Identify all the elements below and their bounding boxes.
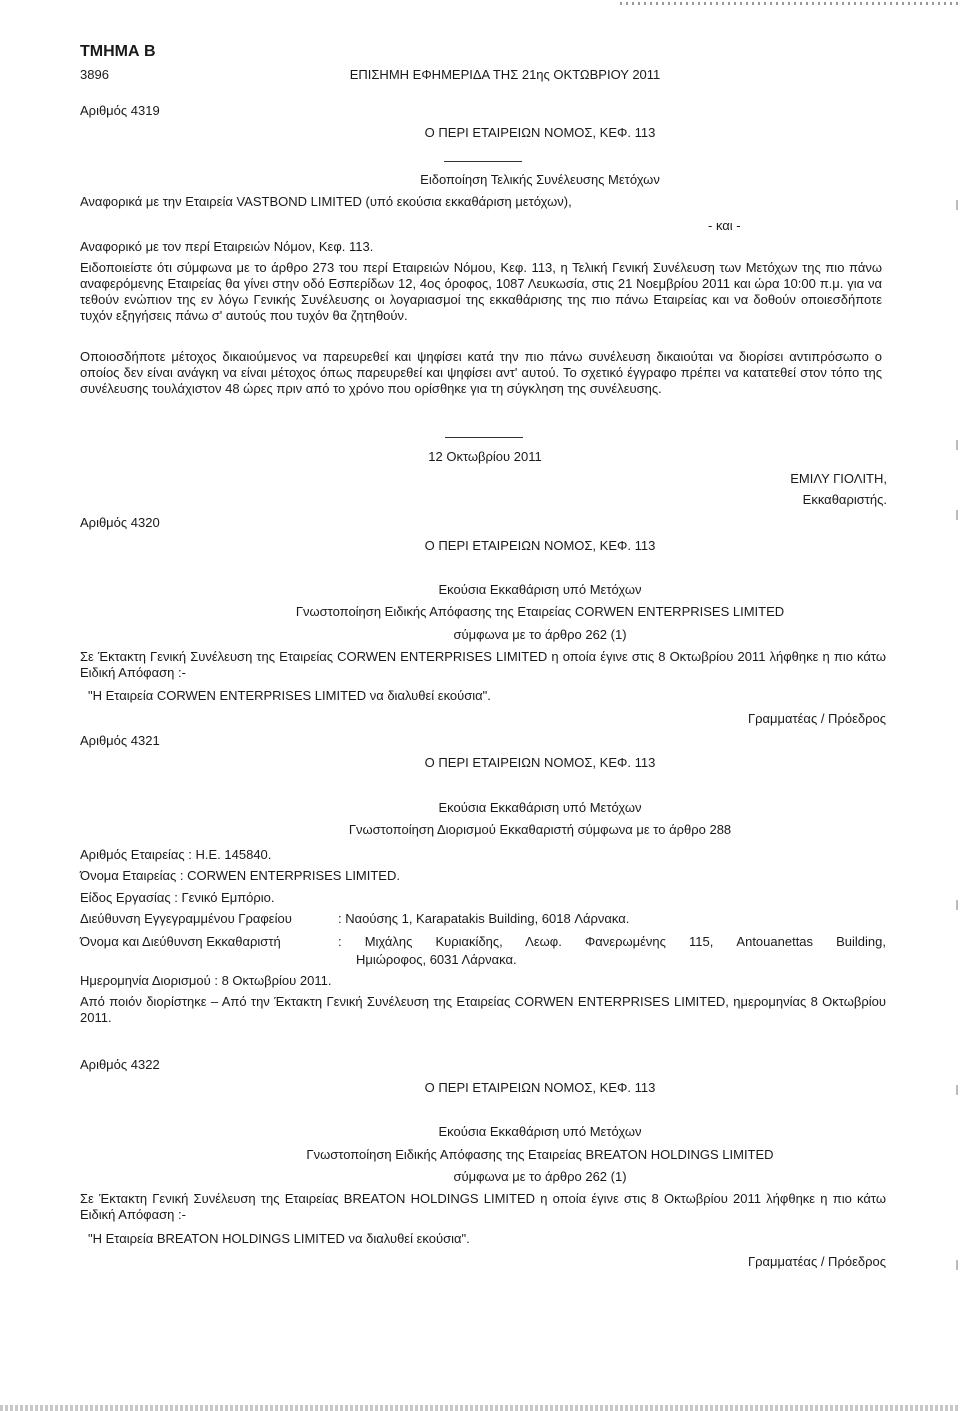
notice-4320-line-1: Εκούσια Εκκαθάριση υπό Μετόχων [438, 582, 642, 597]
notice-4321-liquidator-value-2: Ημιώροφος, 6031 Λάρνακα. [356, 952, 517, 967]
scan-margin-marks [950, 180, 958, 1280]
notice-4319-title: Ειδοποίηση Τελικής Συνέλευσης Μετόχων [420, 172, 660, 187]
notice-4319-signatory-role: Εκκαθαριστής. [802, 492, 887, 507]
notice-4321-liquidator-label: Όνομα και Διεύθυνση Εκκαθαριστή [80, 934, 281, 949]
notice-4319-rule [444, 161, 522, 162]
notice-4320-line-3: σύμφωνα με το άρθρο 262 (1) [453, 627, 627, 642]
notice-4321-number: Αριθμός 4321 [80, 733, 160, 748]
notice-4321-appointment-date: Ημερομηνία Διορισμού : 8 Οκτωβρίου 2011. [80, 973, 332, 988]
notice-4321-line-2: Γνωστοποίηση Διορισμού Εκκαθαριστή σύμφωνα με το άρθρο 288 [348, 822, 732, 837]
notice-4319-number: Αριθμός 4319 [80, 103, 160, 118]
notice-4320-number: Αριθμός 4320 [80, 515, 160, 530]
gazette-title: ΕΠΙΣΗΜΗ ΕΦΗΜΕΡΙΔΑ ΤΗΣ 21ης ΟΚΤΩΒΡΙΟΥ 2011 [349, 67, 661, 82]
notice-4319-ref-law: Αναφορικό με τον περί Εταιρειών Νόμον, Κεφ. 113. [80, 239, 374, 254]
notice-4321-company-name: Όνομα Εταιρείας : CORWEN ENTERPRISES LIMITED. [80, 868, 400, 883]
notice-4320-paragraph: Σε Έκτακτη Γενική Συνέλευση της Εταιρείας CORWEN ENTERPRISES LIMITED η οποία έγινε στις 8 Οκτωβρίου 2011 λήφθηκε η πιο κάτω Ειδική Απόφαση :- [80, 649, 886, 680]
notice-4319-paragraph-1: Ειδοποιείστε ότι σύμφωνα με το άρθρο 273 του περί Εταιρειών Νόμου, Κεφ. 113, η Τελική Γενική Συνέλευση των Μετόχων της πιο πάνω αναφερόμενης Εταιρείας θα γίνει στην οδό Εσπερίδων 12, 4ος όροφος, 1087 Λευκωσία, στις 21 Νοεμβρίου 2011 και ώρα 10:00 π.μ. για να τεθούν ενώπιον της εν λόγω Γενικής Συνέλευσης οι λογαριασμοί της εκκαθάρισης της πιο πάνω Εταιρείας και να δοθούν οποιεσδήποτε τυχόν εξηγήσεις πάνω σ' αυτούς που τυχόν θα ζητηθούν. [80, 260, 882, 323]
notice-4321-liquidator-value-1: : Μιχάλης Κυριακίδης, Λεωφ. Φανερωμένης 115, Antouanettas Building, [338, 934, 886, 949]
notice-4319-signatory: ΕΜΙΛΥ ΓΙΟΛΙΤΗ, [790, 471, 887, 486]
notice-4320-line-2: Γνωστοποίηση Ειδικής Απόφασης της Εταιρείας CORWEN ENTERPRISES LIMITED [295, 604, 785, 619]
notice-4319-kai: - και - [708, 218, 741, 233]
notice-4322-signature: Γραμματέας / Πρόεδρος [747, 1254, 886, 1269]
notice-4322-paragraph: Σε Έκτακτη Γενική Συνέλευση της Εταιρείας BREATON HOLDINGS LIMITED η οποία έγινε στις 8 Οκτωβρίου 2011 λήφθηκε η πιο κάτω Ειδική Απόφαση :- [80, 1191, 886, 1222]
notice-4322-law: Ο ΠΕΡΙ ΕΤΑΙΡΕΙΩΝ ΝΟΜΟΣ, ΚΕΦ. 113 [424, 1080, 656, 1095]
notice-4322-line-1: Εκούσια Εκκαθάριση υπό Μετόχων [438, 1124, 642, 1139]
notice-4320-signature: Γραμματέας / Πρόεδρος [747, 711, 886, 726]
scan-edge-top [620, 2, 960, 5]
notice-4319-law: Ο ΠΕΡΙ ΕΤΑΙΡΕΙΩΝ ΝΟΜΟΣ, ΚΕΦ. 113 [424, 125, 656, 140]
notice-4321-office-label: Διεύθυνση Εγγεγραμμένου Γραφείου [80, 911, 292, 926]
notice-4321-line-1: Εκούσια Εκκαθάριση υπό Μετόχων [438, 800, 642, 815]
notice-4321-appointed-by: Από ποιόν διορίστηκε – Από την Έκτακτη Γενική Συνέλευση της Εταιρείας CORWEN ENTERPRISES LIMITED, ημερομηνίας 8 Οκτωβρίου 2011. [80, 994, 886, 1025]
notice-4322-line-3: σύμφωνα με το άρθρο 262 (1) [453, 1169, 627, 1184]
section-title: ΤΜΗΜΑ Β [80, 43, 156, 60]
notice-4319-date: 12 Οκτωβρίου 2011 [428, 449, 542, 464]
notice-4322-resolution: "Η Εταιρεία BREATON HOLDINGS LIMITED να διαλυθεί εκούσια". [88, 1231, 470, 1246]
notice-4321-office-value: : Ναούσης 1, Karapatakis Building, 6018 Λάρνακα. [338, 911, 630, 926]
notice-4320-law: Ο ΠΕΡΙ ΕΤΑΙΡΕΙΩΝ ΝΟΜΟΣ, ΚΕΦ. 113 [424, 538, 656, 553]
notice-4321-business: Είδος Εργασίας : Γενικό Εμπόριο. [80, 890, 275, 905]
notice-4319-ref-company: Αναφορικά με την Εταιρεία VASTBOND LIMITED (υπό εκούσια εκκαθάριση μετόχων), [80, 194, 572, 209]
notice-4319-paragraph-2: Οποιοσδήποτε μέτοχος δικαιούμενος να παρευρεθεί και ψηφίσει κατά την πιο πάνω συνέλευση δικαιούται να διορίσει αντιπρόσωπο ο οποίος δεν είναι ανάγκη να είναι μέτοχος όπως παρευρεθεί και ψηφίσει αντ' αυτού. Το σχετικό έγγραφο πρέπει να κατατεθεί στον τόπο της συνέλευσης τουλάχιστον 48 ώρες πριν από το χρόνο που ορίσθηκε για τη σύγκληση της συνέλευσης. [80, 349, 882, 396]
notice-4321-law: Ο ΠΕΡΙ ΕΤΑΙΡΕΙΩΝ ΝΟΜΟΣ, ΚΕΦ. 113 [424, 755, 656, 770]
notice-4320-resolution: "Η Εταιρεία CORWEN ENTERPRISES LIMITED να διαλυθεί εκούσια". [88, 688, 491, 703]
notice-4322-line-2: Γνωστοποίηση Ειδικής Απόφασης της Εταιρείας BREATON HOLDINGS LIMITED [306, 1147, 774, 1162]
notice-4322-number: Αριθμός 4322 [80, 1057, 160, 1072]
notice-4319-date-rule [445, 437, 523, 438]
scan-edge-bottom [0, 1405, 960, 1411]
page-number: 3896 [80, 67, 109, 82]
notice-4321-reg-no: Αριθμός Εταιρείας : Η.Ε. 145840. [80, 847, 272, 862]
